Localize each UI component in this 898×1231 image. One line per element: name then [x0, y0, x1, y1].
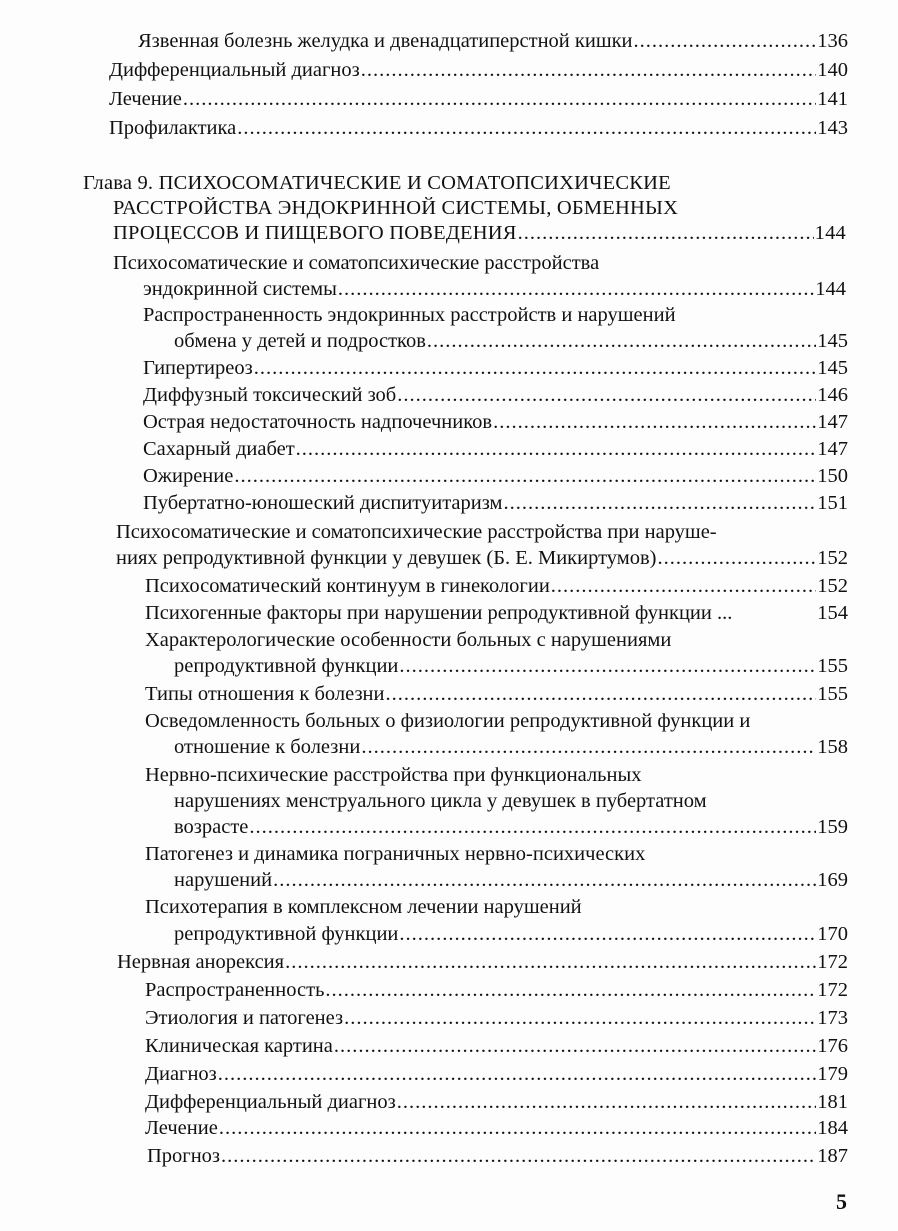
toc-entry-title: Диффузный токсический зоб [143, 384, 397, 406]
toc-entry-page: 172 [817, 979, 848, 1001]
toc-entry-page: 176 [817, 1035, 848, 1057]
section-page: 152 [817, 547, 848, 569]
toc-entry [145, 573, 848, 599]
toc-entry [145, 1061, 848, 1087]
toc-entry-page: 158 [817, 736, 848, 758]
toc-entry-page: 141 [817, 88, 848, 110]
toc-entry-title: Пубертатно-юношеский диспитуитаризм [143, 492, 503, 514]
toc-entry-page: 155 [817, 683, 848, 705]
section-entry [116, 545, 848, 571]
toc-entry [143, 409, 848, 435]
toc-entry-page: 146 [817, 384, 848, 406]
toc-entry-line: Осведомленность больных о физиологии репродуктивной функции и [145, 710, 751, 732]
toc-entry-line: нарушениях менструального цикла у девушек в пубертатном [174, 790, 707, 812]
toc-entry-title: нарушений [174, 869, 273, 891]
toc-entry [143, 463, 848, 489]
toc-entry [174, 734, 848, 760]
toc-entry-page: 145 [817, 357, 848, 379]
section-entry [143, 276, 846, 302]
chapter-page: 144 [814, 222, 846, 244]
section-title-line: Нервная анорексия [117, 951, 285, 973]
chapter-title-line: Глава 9. ПСИХОСОМАТИЧЕСКИЕ И СОМАТОПСИХИЧЕСКИЕ [83, 172, 671, 194]
toc-entry [174, 653, 848, 679]
chapter-title-line: РАССТРОЙСТВА ЭНДОКРИННОЙ СИСТЕМЫ, ОБМЕННЫХ [113, 197, 679, 219]
toc-entry-line: Распространенность эндокринных расстройств и нарушений [143, 304, 676, 326]
toc-entry [145, 1115, 848, 1141]
toc-entry-page: 179 [817, 1063, 848, 1085]
toc-entry-title: Клиническая картина [145, 1035, 333, 1057]
toc-entry-title: возрасте [174, 816, 249, 838]
toc-entry [143, 436, 848, 462]
toc-entry-title: Психосоматический континуум в гинекологии [145, 575, 550, 597]
page-number: 5 [836, 1189, 847, 1214]
toc-entry-page: 150 [817, 465, 848, 487]
toc-entry [145, 977, 848, 1003]
toc-entry [138, 28, 848, 54]
toc-entry-line: Нервно-психические расстройства при функциональных [145, 764, 642, 786]
toc-entry-title: Ожирение [143, 465, 234, 487]
toc-entry-page: 147 [817, 438, 848, 460]
toc-entry-page: 184 [817, 1117, 848, 1139]
chapter-title-entry [113, 220, 846, 246]
section-title-line: эндокринной системы [143, 278, 337, 300]
toc-entry-page: 170 [817, 923, 848, 945]
toc-entry-page: 140 [817, 59, 848, 81]
toc-entry-title: Типы отношения к болезни [145, 683, 385, 705]
toc-entry [143, 490, 848, 516]
toc-entry-page: 169 [817, 869, 848, 891]
toc-entry-title: Этиология и патогенез [145, 1007, 344, 1029]
toc-entry [174, 921, 848, 947]
toc-entry-page: 152 [817, 575, 848, 597]
toc-entry [145, 1089, 848, 1115]
toc-entry-page: 143 [817, 117, 848, 139]
toc-entry [174, 328, 848, 354]
toc-entry [143, 382, 848, 408]
toc-entry-title: Дифференциальный диагноз [145, 1091, 396, 1113]
toc-entry-page: 159 [817, 816, 848, 838]
section-title-line: Психосоматические и соматопсихические расстройства при наруше- [116, 521, 717, 543]
toc-entry-title: Диагноз [145, 1063, 217, 1085]
toc-entry [145, 681, 848, 707]
toc-entry [109, 86, 848, 112]
toc-entry [145, 1005, 848, 1031]
toc-entry-title: Лечение [109, 88, 182, 110]
section-title-line: Психосоматические и соматопсихические расстройства [113, 252, 600, 274]
toc-entry-line: Характерологические особенности больных с нарушениями [145, 629, 672, 651]
toc-entry-line: Патогенез и динамика пограничных нервно-психических [145, 843, 646, 865]
toc-entry-title: репродуктивной функции [174, 655, 399, 677]
toc-entry-page: 173 [817, 1007, 848, 1029]
toc-entry-page: 154 [817, 602, 848, 624]
section-page: 144 [815, 278, 846, 300]
toc-entry-page: 147 [817, 411, 848, 433]
toc-entry-title: обмена у детей и подростков [174, 330, 426, 352]
toc-entry-page: 136 [817, 30, 848, 52]
toc-entry-title: Профилактика [109, 117, 237, 139]
toc-entry [174, 814, 848, 840]
toc-entry-title: Прогноз [147, 1145, 221, 1167]
toc-entry-title: Лечение [145, 1117, 218, 1139]
toc-entry-page: 155 [817, 655, 848, 677]
toc-entry-page: 145 [817, 330, 848, 352]
section-page: 172 [817, 951, 848, 973]
toc-entry-title: Психогенные факторы при нарушении репродуктивной функции ... [145, 602, 733, 624]
toc-entry [109, 57, 848, 83]
toc-entry [109, 115, 848, 141]
toc-entry [174, 867, 848, 893]
toc-entry-page: 187 [817, 1145, 848, 1167]
toc-entry-title: Гипертиреоз [143, 357, 253, 379]
toc-entry [147, 1143, 848, 1169]
toc-entry-title: Сахарный диабет [143, 438, 295, 460]
toc-entry [145, 1033, 848, 1059]
toc-entry-page: 181 [817, 1091, 848, 1113]
section-entry [117, 949, 848, 975]
toc-entry-page: 151 [817, 492, 848, 514]
toc-entry-title: репродуктивной функции [174, 923, 399, 945]
section-title-line: ниях репродуктивной функции у девушек (Б. Е. Микиртумов) [116, 547, 657, 569]
toc-entry-title: Распространенность [145, 979, 325, 1001]
chapter-title-line: ПРОЦЕССОВ И ПИЩЕВОГО ПОВЕДЕНИЯ [113, 222, 517, 244]
toc-entry-title: отношение к болезни [174, 736, 361, 758]
toc-entry-title: Язвенная болезнь желудка и двенадцатиперстной кишки [138, 30, 633, 52]
toc-entry [143, 355, 848, 381]
toc-entry-title: Острая недостаточность надпочечников [143, 411, 493, 433]
toc-entry-line: Психотерапия в комплексном лечении нарушений [145, 896, 582, 918]
toc-entry [145, 600, 848, 626]
toc-entry-title: Дифференциальный диагноз [109, 59, 360, 81]
